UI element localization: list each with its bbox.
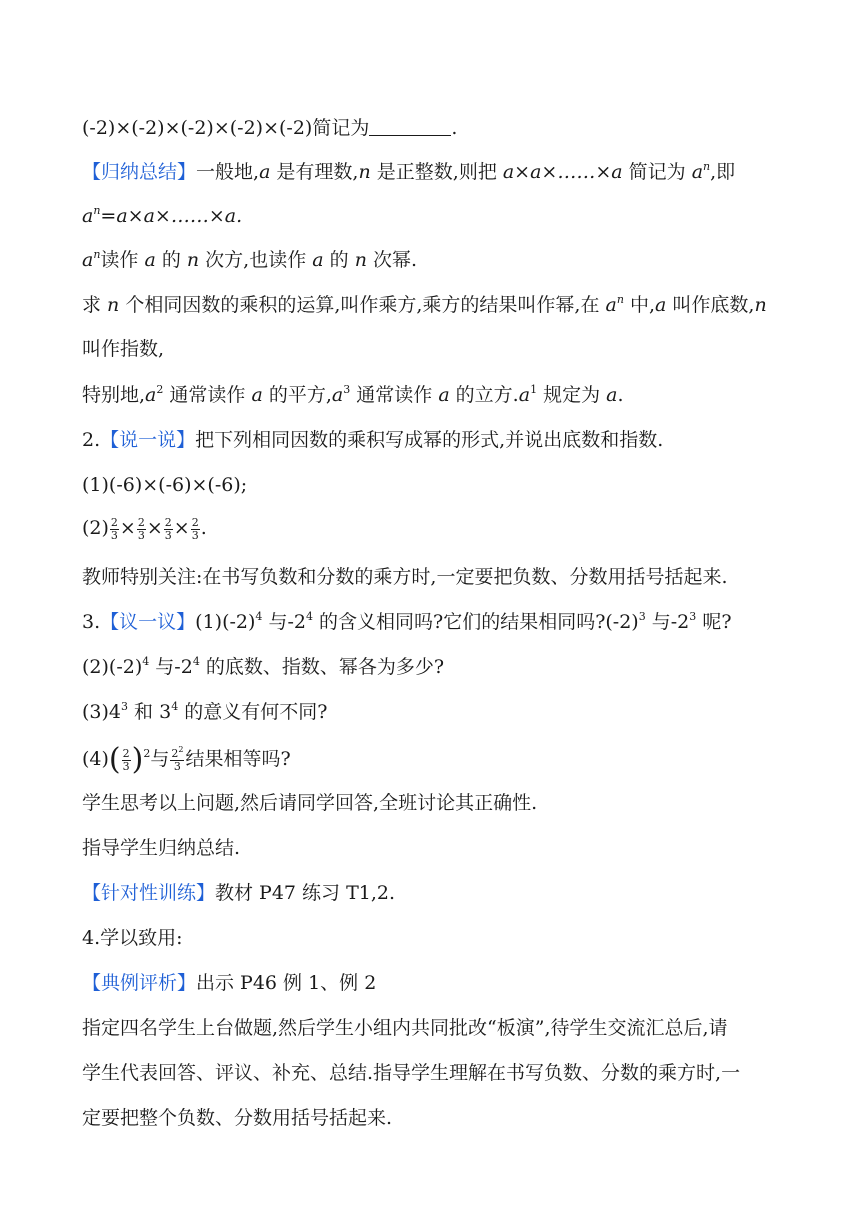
tag-dianlipingxi: 【典例评析】 [82, 972, 197, 994]
fraction: $\frac{2}{3}$ [137, 515, 145, 542]
line-22: 学生代表回答、评议、补充、总结.指导学生理解在书写负数、分数的乘方时,一 [82, 1062, 741, 1084]
tag-zhenduixingxunlian: 【针对性训练】 [82, 882, 216, 904]
line-20: 【典例评析】出示 P46 例 1、例 2 [82, 972, 377, 994]
fraction: $\frac{2}{3}$ [191, 515, 199, 542]
fraction: $\frac{2}{3}$ [164, 515, 172, 542]
line-23: 定要把整个负数、分数用括号括起来. [82, 1107, 393, 1129]
line-10: (2) $\frac{2}{3}$ × $\frac{2}{3}$ × $\frac{2}{3}$ × $\frac{2}{3}$ . [82, 515, 207, 542]
line-18: 【针对性训练】教材 P47 练习 T1,2. [82, 882, 396, 904]
line-9: (1)(-6)×(-6)×(-6); [82, 474, 248, 496]
line-19: 4.学以致用: [82, 927, 183, 949]
line-5: 求 n 个相同因数的乘积的运算,叫作乘方,乘方的结果叫作幂,在 $a^n$ 中,a 叫作底数,n [82, 293, 767, 316]
tag-yiyiyi: 【议一议】 [100, 611, 196, 633]
line-15: (4)( $\frac{2}{3}$ )$^2$与 $\frac{2^2}{3}$ 结果相等吗? [82, 742, 291, 777]
line-21: 指定四名学生上台做题,然后学生小组内共同批改“板演”,待学生交流汇总后,请 [82, 1017, 728, 1039]
line-7: 特别地$,a^2$ 通常读作 a 的平方$,a^3$ 通常读作 a 的立方$.a^1$ 规定为 a. [82, 383, 624, 406]
line-11: 教师特别关注:在书写负数和分数的乘方时,一定要把负数、分数用括号括起来. [82, 566, 728, 588]
line-2: 【归纳总结】一般地,a 是有理数,n 是正整数,则把 a×a×……×a 简记为 $a^n$,即 [82, 160, 736, 183]
answer-blank [369, 117, 451, 136]
line-16: 学生思考以上问题,然后请同学回答,全班讨论其正确性. [82, 792, 538, 814]
line-4: $a^n$读作 a 的 n 次方,也读作 a 的 n 次幂. [82, 248, 418, 271]
line-3: $a^n=a\times a\times\dots\dots\times a$. [82, 204, 243, 227]
line-17: 指导学生归纳总结. [82, 837, 241, 859]
line-13: $(2)(-2)^4$ 与$-2^4$ 的底数、指数、幂各为多少? [82, 655, 445, 678]
line-12: 3.【议一议】$(1)(-2)^4$ 与$-2^4$ 的含义相同吗?它们的结果相同吗$?(-2)^3$ 与$-2^3$ 呢? [82, 610, 732, 633]
tag-shuoyishuo: 【说一说】 [100, 429, 196, 451]
fraction: $\frac{2}{3}$ [110, 515, 118, 542]
line-1: (-2)×(-2)×(-2)×(-2)×(-2)简记为 . [82, 117, 458, 139]
line-6: 叫作指数, [82, 338, 165, 360]
fraction: $\frac{2}{3}$ [122, 746, 130, 773]
tag-guinazongjie: 【归纳总结】 [82, 161, 197, 183]
line-8: 2.【说一说】把下列相同因数的乘积写成幂的形式,并说出底数和指数. [82, 429, 664, 451]
fraction: $\frac{2^2}{3}$ [171, 744, 184, 773]
line-14: $(3)4^3$ 和 $3^4$ 的意义有何不同? [82, 700, 328, 723]
